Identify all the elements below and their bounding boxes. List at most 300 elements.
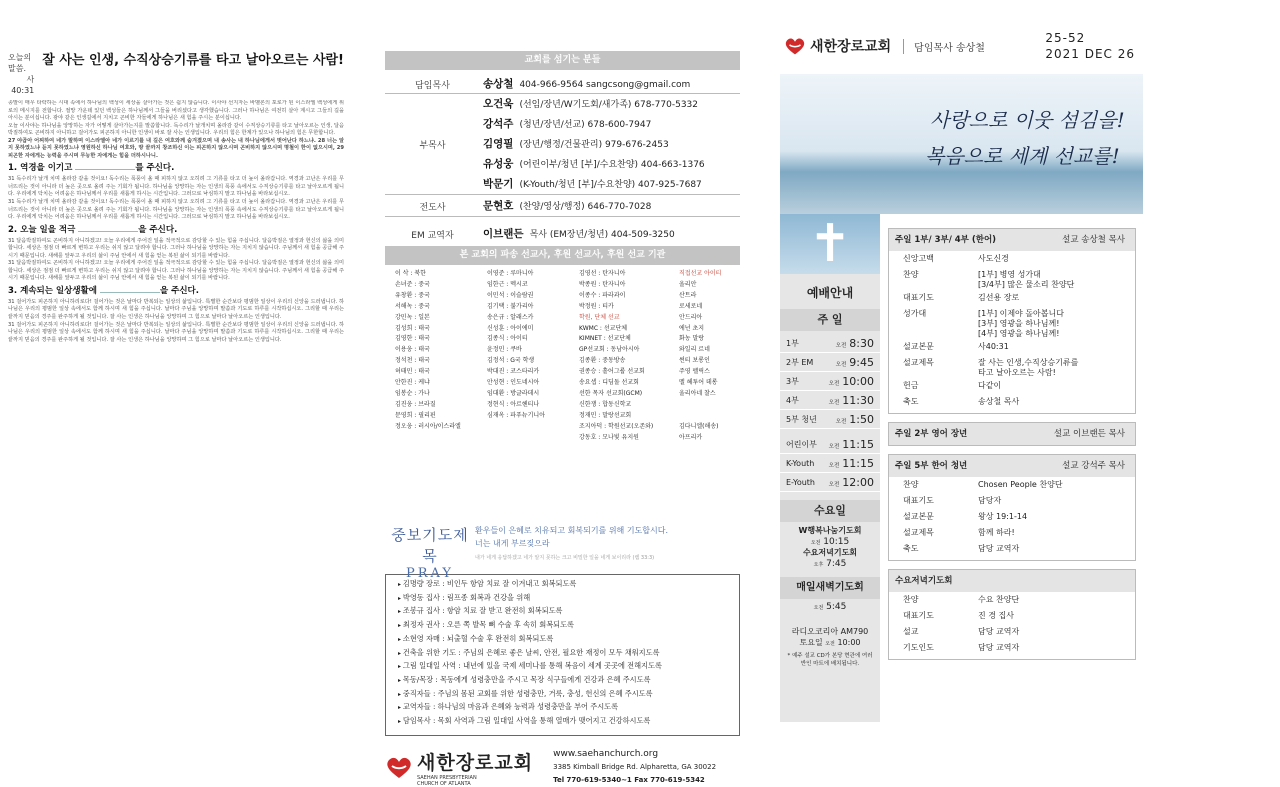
missions-col-1 xyxy=(385,269,477,520)
staff-entry xyxy=(483,156,705,171)
order-value-line: 김선용 장로 xyxy=(978,293,1020,302)
order-value-line: 타고 날아오르는 사람! xyxy=(978,368,1056,377)
service-time xyxy=(829,435,874,453)
time: 11:30 xyxy=(842,394,874,407)
staff-name: 유성웅 xyxy=(483,158,514,170)
order-value-line: 사도신경 xyxy=(978,254,1009,263)
prayer-title-english: PRAY xyxy=(406,566,454,581)
service-name: 주일 1부/ 3부/ 4부 (한어) xyxy=(895,235,997,245)
service-name: 1부 xyxy=(786,339,799,348)
missionary: 정석천 : 태국 xyxy=(395,357,430,365)
point-2-text-end: 을 주신다. xyxy=(138,224,178,235)
missionary: 김진웅 : 브라질 xyxy=(395,400,436,408)
service-name: 주일 5부 한어 청년 xyxy=(895,461,968,471)
order-row xyxy=(889,627,1135,640)
mission-org: 강동호 : 모나빛 유지원 xyxy=(579,433,639,441)
order-value-line: 왕상 19:1-14 xyxy=(978,512,1028,521)
order-label: 헌금 xyxy=(903,381,919,390)
order-value-line: 함께 하라! xyxy=(978,528,1015,537)
radio-time xyxy=(780,637,880,648)
order-row xyxy=(889,293,1135,306)
service-block xyxy=(888,228,1136,414)
order-value-line: 잘 사는 인생,수직상승기류를 xyxy=(978,358,1079,367)
missionary: 이종수 : 파라과이 xyxy=(579,291,626,299)
order-row xyxy=(889,643,1135,656)
radio-info: 라디오코리아 AM790 xyxy=(791,627,869,636)
prayer-item: ▸ 김명량 장로 : 비인두 항암 치료 잘 이겨내고 회복되도록 xyxy=(398,578,727,592)
order-value xyxy=(978,254,1135,264)
order-row xyxy=(889,512,1135,525)
sermon-panel xyxy=(0,0,350,722)
am-label: 오전 xyxy=(835,362,847,368)
time: 10:15 xyxy=(823,537,850,547)
time: 10:00 xyxy=(842,375,874,388)
missionary: 박대진 : 코스타리카 xyxy=(487,368,540,376)
point-2-body: 31 달음박질하여도 곤비하지 아니하겠고! 오늘 우리에게 주어진 일을 적극적으로 감당할 수 있는 힘을 주십니다. 달음박질은 열정과 헌신의 삶을 의미합니다. 세상은 점점 더 빠르게 변하고 우리는 쉬지 않고 달려야 합니다. 그러나 하나님을 앙망하는 자는 지치지 않습니다. 주님께서 새 힘을 공급해 주시기 때문입니다. 새해를 앞두고 우리의 삶이 주님 안에서 새 힘을 얻는 복된 삶이 되기를 바랍니다. xyxy=(8,260,344,282)
missionary: 울리아네 찰스 xyxy=(679,389,716,397)
staff-entry xyxy=(483,198,651,213)
mission-org: 신한쟁 : 합동신학교 xyxy=(579,400,632,408)
church-name: 새한장로교회 xyxy=(417,752,534,774)
order-value xyxy=(978,480,1135,490)
staff-detail: 404-966-9564 sangcsong@gmail.com xyxy=(519,80,691,90)
divider xyxy=(385,93,740,94)
prayer-item: ▸ 담임목사 : 목회 사역과 그림 일대일 사역을 통해 열매가 맺어지고 건강하시도록 xyxy=(398,715,727,729)
missionary: 송은규 : 알래스카 xyxy=(487,313,534,321)
missionary: 정현식 : 아르헨티나 xyxy=(487,400,540,408)
point-3-body: 31 걸어가도 피곤하지 아니하리로다! 걸어가는 것은 날마다 반복되는 일상의 삶입니다. 특별한 순간보다 평범한 일상이 우리의 신앙을 드러냅니다. 하나님은 우리의 평범한 일상 속에서도 함께 하시며 새 힘을 주십니다. 날마다 주님을 앙망하며 말씀과 기도로 하루를 시작하십시오. 그리할 때 우리는 끝까지 믿음의 경주를 완주하게 될 것입니다. 잘 사는 인생은 하나님을 앙망하며 그 힘으로 날마다 날아오르는 인생입니다. xyxy=(8,321,344,343)
point-1-body: 31 독수리가 날개 치며 올라감 같을 것이요! 독수리는 폭풍이 올 때 피하지 않고 오히려 그 기류를 타고 더 높이 올라갑니다. 역경과 고난은 우리를 무너뜨리는 것이 아니라 더 높은 곳으로 올려 주는 기회가 됩니다. 하나님을 앙망하는 자는 인생의 폭풍 속에서도 수직상승기류를 타고 날아오르게 됩니다. 우리에게 닥치는 어려움은 하나님께서 우리를 새롭게 하시는 시간입니다. 그러므로 낙심하지 말고 하나님을 바라보십시오. xyxy=(8,176,344,198)
missionary: 멜 헤투어 데롱 xyxy=(679,379,718,387)
heart-icon xyxy=(385,756,413,780)
slogan-line-1: 사랑으로 이웃 섬김을! xyxy=(930,108,1125,132)
issue-date: 2021 DEC 26 xyxy=(1045,47,1135,61)
point-1-blank xyxy=(75,169,135,170)
mission-org: GP선교회 : 동남아시아 xyxy=(579,346,640,354)
sermon-title: 잘 사는 인생, 수직상승기류를 타고 날아오르는 사람! xyxy=(42,53,344,68)
missionary: 썬티 보롱인 xyxy=(679,357,710,365)
service-name: 수요저녁기도회 xyxy=(895,576,953,586)
staff-header: 교회를 섬기는 분들 xyxy=(385,51,740,70)
service-time-row xyxy=(780,410,880,429)
prayer-verse xyxy=(475,524,668,564)
missionary: 박정원 : 티카 xyxy=(579,302,614,310)
order-row xyxy=(889,595,1135,608)
order-value xyxy=(978,342,1135,352)
staff-detail: (K-Youth/청년 [부]/수요찬양) 407-925-7687 xyxy=(519,180,702,190)
order-label: 대표기도 xyxy=(903,611,934,620)
missionary: 안드리아 xyxy=(679,313,703,321)
order-value xyxy=(978,309,1135,339)
order-label: 설교제목 xyxy=(903,358,934,367)
sermon-ref: 사 40:31 xyxy=(11,75,35,95)
missionary: 윤정민 : 쿠바 xyxy=(487,346,522,354)
order-value xyxy=(978,512,1135,522)
am-label: 오전 xyxy=(828,482,840,488)
wed-service-1: W행복나눔기도회 xyxy=(798,526,862,535)
missionary: 이 삭 : 북한 xyxy=(395,270,426,277)
staff-role: 담임목사 xyxy=(415,81,450,91)
order-label: 기도인도 xyxy=(903,643,934,652)
order-value xyxy=(978,358,1135,378)
order-row xyxy=(889,254,1135,267)
worship-title: 예배안내 xyxy=(806,286,854,300)
missionary: 임한근 : 멕시코 xyxy=(487,280,528,288)
staff-entry xyxy=(483,176,702,191)
staff-name: 오건욱 xyxy=(483,98,514,110)
prayer-verse-line: 너는 내게 부르짖으라 xyxy=(475,539,550,548)
mission-org: 김종환 : 중동방송 xyxy=(579,357,626,365)
order-row xyxy=(889,611,1135,624)
service-block xyxy=(888,454,1136,561)
service-time-row xyxy=(780,473,880,492)
prayer-item: ▸ 중직자들 : 주님의 몸된 교회를 위한 성령충만, 거룩, 충성, 헌신의 은혜 주시도록 xyxy=(398,688,727,702)
missionary: 안한진 : 케냐 xyxy=(395,379,430,387)
point-2-heading xyxy=(8,224,344,237)
missionary: 유창환 : 중국 xyxy=(395,291,430,299)
point-3-heading xyxy=(8,285,344,298)
missionary: 허태민 : 태국 xyxy=(395,368,430,376)
wednesday-label: 수요일 xyxy=(780,500,880,522)
sermon-header xyxy=(8,52,344,96)
staff-entry xyxy=(483,226,675,241)
service-block xyxy=(888,422,1136,446)
order-label: 대표기도 xyxy=(903,496,934,505)
sermon-paragraph: 27 야곱아 어찌하여 네가 말하며 이스라엘아 네가 이르기를 내 길은 여호와께 숨겨졌으며 내 송사는 내 하나님에게서 벗어난다 하느냐. 28 너는 알지 못하였느냐 듣지 못하였느냐 영원하신 하나님 여호와, 땅 끝까지 창조하신 이는 피곤하지 않으시며 곤비하지 않으시며 명철이 한이 없으시며, 29 피곤한 자에게는 능력을 주시며 무능한 자에게는 힘을 더하시나니. xyxy=(8,137,344,159)
time: 9:45 xyxy=(849,356,874,369)
am-label: 오전 xyxy=(828,400,840,406)
order-value-line: 사40:31 xyxy=(978,342,1009,351)
order-value-line: 담당 교역자 xyxy=(978,643,1020,652)
order-row xyxy=(889,309,1135,339)
service-time xyxy=(829,473,874,491)
order-label: 신앙고백 xyxy=(903,254,934,263)
missionary: 와일리 르네 xyxy=(679,346,710,354)
missionary: 임봉순 : 가나 xyxy=(395,389,430,397)
am-label: 오전 xyxy=(835,343,847,349)
sermon-paragraph: 종말이 매우 타락하는 시대 속에서 하나님의 백성이 세상을 살아가는 것은 쉽지 않습니다. 이사야 선지자는 바벨론의 포로가 된 이스라엘 백성에게 위로의 메시지를 전합니다. 절망 가운데 있던 백성들은 하나님께서 그들을 버리셨다고 생각했습니다. 그러나 하나님은 여전히 살아 계시고 그들의 길을 아시는 분이십니다. 광야 같은 인생길에서 지치고 곤비한 자들에게 하나님은 새 힘을 주시는 분이십니다. xyxy=(8,100,344,122)
order-value-line: 다같이 xyxy=(978,381,1002,390)
missionary: 화농 말랑 xyxy=(679,335,705,343)
prayer-item: ▸ 소현영 자매 : 뇌출혈 수술 후 완전히 회복되도록 xyxy=(398,633,727,647)
staff-detail: (선임/장년/W기도회/새가족) 678-770-5332 xyxy=(519,100,699,110)
missions-col-3 xyxy=(569,269,669,520)
service-name: 2부 EM xyxy=(786,358,814,367)
staff-entry xyxy=(483,136,669,151)
missionary: 김정석 : G국 학생 xyxy=(487,357,535,365)
sermon-paragraph: 오늘 이사야는 하나님을 앙망하는 자가 어떻게 살아가는지를 말씀합니다. 독수리가 날개치며 올라감 같이 수직상승기류를 타고 날아오르는 인생, 달음박질하여도 곤비하지 아니하고 걸어가도 피곤하지 아니한 인생이 바로 잘 사는 인생입니다. 우리의 힘은 한계가 있으나 하나님의 힘은 무한합니다. xyxy=(8,122,344,137)
wed-service-1-time xyxy=(780,537,880,547)
point-3-body: 31 걸어가도 피곤하지 아니하리로다! 걸어가는 것은 날마다 반복되는 일상의 삶입니다. 특별한 순간보다 평범한 일상이 우리의 신앙을 드러냅니다. 하나님은 우리의 평범한 일상 속에서도 함께 하시며 새 힘을 주십니다. 날마다 주님을 앙망하며 말씀과 기도로 하루를 시작하십시오. 그리할 때 우리는 끝까지 믿음의 경주를 완주하게 될 것입니다. 잘 사는 인생은 하나님을 앙망하며 그 힘으로 날마다 날아오르는 인생입니다. xyxy=(8,298,344,321)
mission-org: 송요셉 : 디딤돌 선교회 xyxy=(579,379,639,387)
time: 12:00 xyxy=(842,476,874,489)
cover-church-name: 새한장로교회 xyxy=(810,39,892,55)
order-label: 설교 xyxy=(903,627,919,636)
pm-label: 오후 xyxy=(813,562,824,568)
staff-detail: (찬양/영상/행정) 646-770-7028 xyxy=(519,202,652,212)
point-1-body: 31 독수리가 날개 치며 올라감 같을 것이요! 독수리는 폭풍이 올 때 피하지 않고 오히려 그 기류를 타고 더 높이 올라갑니다. 역경과 고난은 우리를 무너뜨리는 것이 아니라 더 높은 곳으로 올려 주는 기회가 됩니다. 하나님을 앙망하는 자는 인생의 폭풍 속에서도 수직상승기류를 타고 날아오르게 됩니다. 우리에게 닥치는 어려움은 하나님께서 우리를 새롭게 하시는 시간입니다. 그러므로 낙심하지 말고 하나님을 바라보십시오. xyxy=(8,199,344,221)
staff-detail: (어린이부/청년 [부]/수요찬양) 404-663-1376 xyxy=(519,160,705,170)
mission-org: 선한 목자 선교회(GCM) xyxy=(579,389,643,397)
order-row xyxy=(889,496,1135,509)
church-footer xyxy=(385,748,740,787)
point-2-blank xyxy=(78,231,138,232)
prayer-title-korean: 중보기도제목 xyxy=(391,526,469,565)
order-label: 성가대 xyxy=(903,309,927,318)
order-label: 축도 xyxy=(903,544,919,553)
missionary: 김영한 : 태국 xyxy=(395,335,430,343)
missions-subheader: 학원, 단체 선교 xyxy=(579,313,620,321)
missionary: 주영 펠릭스 xyxy=(679,368,710,376)
mission-org: 권종승 : 흩어그룹 선교회 xyxy=(579,368,645,376)
service-name: 3부 xyxy=(786,377,799,386)
missions-col-4 xyxy=(669,269,739,520)
am-label: 오전 xyxy=(828,381,840,387)
cover-header xyxy=(780,0,1280,70)
sermon-body xyxy=(8,100,344,746)
point-1-text-end: 를 주신다. xyxy=(135,163,175,174)
missionary: 손녀준 : 중국 xyxy=(395,280,430,288)
dawn-time xyxy=(780,602,880,612)
prayer-title xyxy=(385,524,475,581)
order-value xyxy=(978,611,1135,621)
time: 7:45 xyxy=(826,559,847,569)
order-value xyxy=(978,397,1135,407)
worship-times xyxy=(780,214,880,722)
service-time-row xyxy=(780,372,880,391)
order-value-line: [3부] 영광을 하나님께! xyxy=(978,319,1060,328)
service-block-header xyxy=(889,229,1135,251)
wed-service-2-time xyxy=(780,559,880,569)
cover-banner xyxy=(780,74,1143,214)
church-name-en: CHURCH OF ATLANTA xyxy=(417,781,471,787)
divider xyxy=(385,194,740,195)
prayer-header xyxy=(385,524,740,581)
prayer-item: ▸ 목동/목장 : 목동에게 성령충만을 주시고 목장 식구들에게 건강과 은혜 주시도록 xyxy=(398,674,727,688)
website-link[interactable]: www.saehanchurch.org xyxy=(553,749,659,759)
service-block-header xyxy=(889,570,1135,592)
order-row xyxy=(889,381,1135,394)
mission-org: 정재민 : 말랑선교회 xyxy=(579,411,632,419)
missionary: 올리안 xyxy=(679,280,697,288)
cover-panel xyxy=(780,0,1280,722)
missionary: 임대환 : 방글라데시 xyxy=(487,389,540,397)
cover-brand xyxy=(784,36,985,56)
order-value xyxy=(978,627,1135,637)
am-label: 오전 xyxy=(810,540,821,546)
time: 1:50 xyxy=(849,413,874,426)
missionary: 로세로네 xyxy=(679,302,703,310)
order-label: 찬양 xyxy=(903,480,919,489)
missionary: 이용웅 : 태국 xyxy=(395,346,430,354)
cover-pastor: 담임목사 송상철 xyxy=(903,39,985,54)
service-block-header xyxy=(889,423,1135,445)
time: 10:00 xyxy=(837,638,861,647)
prayer-item: ▸ 박영동 집사 : 림프종 회복과 건강을 위해 xyxy=(398,592,727,606)
cd-note: * 예주 설교 CD가 본당 현관에 여러 반인 마트에 배치됩니다. xyxy=(787,653,873,667)
order-label: 축도 xyxy=(903,397,919,406)
order-value xyxy=(978,270,1135,290)
service-name: K-Youth xyxy=(786,459,815,468)
staff-panel xyxy=(385,0,740,787)
order-value xyxy=(978,544,1135,554)
point-2-body: 31 달음박질하여도 곤비하지 아니하겠고! 오늘 우리에게 주어진 일을 적극적으로 감당할 수 있는 힘을 주십니다. 달음박질은 열정과 헌신의 삶을 의미합니다. 세상은 점점 더 빠르게 변하고 우리는 쉬지 않고 달려야 합니다. 그러나 하나님을 앙망하는 자는 지치지 않습니다. 주님께서 새 힘을 공급해 주시기 때문입니다. 새해를 앞두고 우리의 삶이 주님 안에서 새 힘을 얻는 복된 삶이 되기를 바랍니다. xyxy=(8,237,344,259)
preacher: 설교 이브랜든 목사 xyxy=(1053,429,1125,439)
order-row xyxy=(889,270,1135,290)
point-3-text-end: 을 주신다. xyxy=(159,285,199,296)
missionary: 김다니엘(해송) xyxy=(679,422,719,430)
point-3-text: 3. 계속되는 일상생활에 xyxy=(8,285,97,296)
order-value-line: 담당 교역자 xyxy=(978,544,1020,553)
order-label: 찬양 xyxy=(903,270,919,279)
time: 8:30 xyxy=(849,337,874,350)
church-contact xyxy=(553,748,716,787)
service-time-row xyxy=(780,353,880,372)
service-name: 5부 청년 xyxy=(786,415,817,424)
service-name: 4부 xyxy=(786,396,799,405)
point-2-text: 2. 오늘 일을 적극 xyxy=(8,224,76,235)
order-value-line: [3/4부] 많은 물소리 찬양단 xyxy=(978,280,1075,289)
point-1-heading xyxy=(8,162,344,175)
order-value xyxy=(978,528,1135,538)
staff-role: 부목사 xyxy=(419,141,446,151)
missionary: 이민석 : 이슬람권 xyxy=(487,291,534,299)
missions-header: 본 교회의 파송 선교사, 후원 선교사, 후원 선교 기관 xyxy=(385,246,740,265)
order-label: 설교제목 xyxy=(903,528,934,537)
prayer-item: ▸ 그림 일대일 사역 : 내년에 있을 국제 세미나를 통해 복음이 세계 곳곳에 전해지도록 xyxy=(398,660,727,674)
staff-detail: 목사 (EM장년/청년) 404-509-3250 xyxy=(529,230,675,240)
cross-icon: ✝ xyxy=(780,214,880,274)
wed-service-2: 수요저녁기도회 xyxy=(802,548,858,557)
missionary: 김영선 : 탄자니아 xyxy=(579,270,626,277)
service-time xyxy=(836,334,874,352)
sunday-times xyxy=(780,334,880,429)
church-address: 3385 Kimball Bridge Rd. Alpharetta, GA 30022 xyxy=(553,763,717,771)
time: 5:45 xyxy=(826,602,847,612)
order-value xyxy=(978,496,1135,506)
missionary: 아프리카 xyxy=(679,433,703,441)
missionary: 에넌 초지 xyxy=(679,324,705,332)
time: 11:15 xyxy=(842,438,874,451)
order-value-line: [1부] 이제야 돌아봅니다 xyxy=(978,309,1064,318)
service-time xyxy=(836,410,874,428)
preacher: 설교 강석주 목사 xyxy=(1062,461,1125,471)
order-value-line: 송상철 목사 xyxy=(978,397,1020,406)
missionary: 정오웅 : 러시아/이스라엘 xyxy=(395,422,461,430)
order-value xyxy=(978,595,1135,605)
issue-info xyxy=(1045,30,1135,62)
service-block-header xyxy=(889,455,1135,477)
missionary: 김기택 : 불가리아 xyxy=(487,302,534,310)
missionary: 문영희 : 필리핀 xyxy=(395,411,436,419)
service-time xyxy=(836,353,874,371)
prayer-item: ▸ 교역자들 : 하나님의 마음과 은혜와 능력과 성령충만을 부어 주시도록 xyxy=(398,701,727,715)
order-value-line: 진 경 집사 xyxy=(978,611,1014,620)
staff-name: 김영필 xyxy=(483,138,514,150)
missionary xyxy=(679,411,739,422)
heart-icon xyxy=(784,37,806,56)
staff-name: 문현호 xyxy=(483,200,514,212)
point-1-text: 1. 역경을 이기고 xyxy=(8,163,73,174)
mission-org: KIMNET : 선교단체 xyxy=(579,335,631,343)
am-label: 오전 xyxy=(828,463,840,469)
order-label: 설교본문 xyxy=(903,342,934,351)
service-name: 어린이부 xyxy=(786,440,817,449)
church-logo xyxy=(385,748,533,787)
service-order xyxy=(888,228,1136,668)
order-value-line: [4부] 영광을 하나님께! xyxy=(978,329,1060,338)
prayer-verse-line: 환우들이 은혜로 치유되고 회복되기를 위해 기도합시다. xyxy=(475,526,668,535)
time: 11:15 xyxy=(842,457,874,470)
church-phone: Tel 770-619-5340~1 Fax 770-619-5342 xyxy=(553,776,705,784)
sermon-tag xyxy=(8,52,34,96)
prayer-item: ▸ 조봉규 집사 : 항암 치료 잘 받고 완전히 회복되도록 xyxy=(398,605,727,619)
radio-day: 토요일 xyxy=(799,638,823,647)
missionary: 심재옥 : 파푸뉴기니아 xyxy=(487,411,546,419)
prayer-item: ▸ 건축을 위한 기도 : 주님의 은혜로 좋은 날씨, 안전, 필요한 재정이 모두 채워지도록 xyxy=(398,647,727,661)
service-name: E-Youth xyxy=(786,478,815,487)
preacher: 설교 송상철 목사 xyxy=(1062,235,1125,245)
staff-entry xyxy=(483,96,698,111)
sermon-tag-label: 오늘의 말씀. xyxy=(8,53,32,73)
order-label: 찬양 xyxy=(903,595,919,604)
order-value-line: 수요 찬양단 xyxy=(978,595,1020,604)
service-time-row xyxy=(780,334,880,353)
order-value-line: [1부] 병영 성가대 xyxy=(978,270,1041,279)
staff-role: 전도사 xyxy=(419,203,446,213)
order-row xyxy=(889,397,1135,410)
service-time-row xyxy=(780,391,880,410)
staff-role: EM 교역자 xyxy=(411,231,454,241)
missionary: 안성현 : 인도네시아 xyxy=(487,379,540,387)
order-row xyxy=(889,480,1135,493)
service-rows xyxy=(889,480,1135,557)
am-label: 오전 xyxy=(825,641,835,647)
youth-times xyxy=(780,435,880,492)
missionary: 산트라 xyxy=(679,291,697,299)
order-row xyxy=(889,544,1135,557)
issue-number: 25-52 xyxy=(1045,31,1086,45)
staff-detail: (장년/행정/건물관리) 979-676-2453 xyxy=(519,140,669,150)
order-value-line: 담당자 xyxy=(978,496,1002,505)
am-label: 오전 xyxy=(828,444,840,450)
service-rows xyxy=(889,595,1135,656)
missionary: 김성희 : 태국 xyxy=(395,324,430,332)
prayer-verse-ref: 내가 네게 응답하겠고 네가 알지 못하는 크고 비밀한 일을 네게 보이리라 (렘 33:3) xyxy=(475,555,655,561)
sunday-label: 주 일 xyxy=(780,309,880,331)
missionary: 강민녹 : 일본 xyxy=(395,313,430,321)
mission-org: KWMC : 선교단체 xyxy=(579,324,628,332)
order-row xyxy=(889,358,1135,378)
missionary xyxy=(679,400,739,411)
am-label: 오전 xyxy=(835,419,847,425)
missionary: 이영준 : 루마니아 xyxy=(487,270,534,277)
slogan-line-2: 복음으로 세계 선교를! xyxy=(925,144,1120,168)
service-time-row xyxy=(780,435,880,454)
order-value xyxy=(978,643,1135,653)
staff-list xyxy=(385,70,740,246)
missionary: 박종원 : 탄자니아 xyxy=(579,280,626,288)
mission-org: 조지아덕 : 학원선교(오존와) xyxy=(579,422,654,430)
order-value xyxy=(978,293,1135,303)
divider xyxy=(385,216,740,217)
staff-name: 박문기 xyxy=(483,178,514,190)
staff-detail: (청년/장년/선교) 678-600-7947 xyxy=(519,120,652,130)
missions-subheader: 직접선교 아이티 xyxy=(679,270,722,277)
staff-name: 이브랜든 xyxy=(483,228,524,240)
prayer-item: ▸ 최정자 권사 : 오른 쪽 발목 뼈 수술 후 속히 회복되도록 xyxy=(398,619,727,633)
staff-entry xyxy=(483,116,651,131)
